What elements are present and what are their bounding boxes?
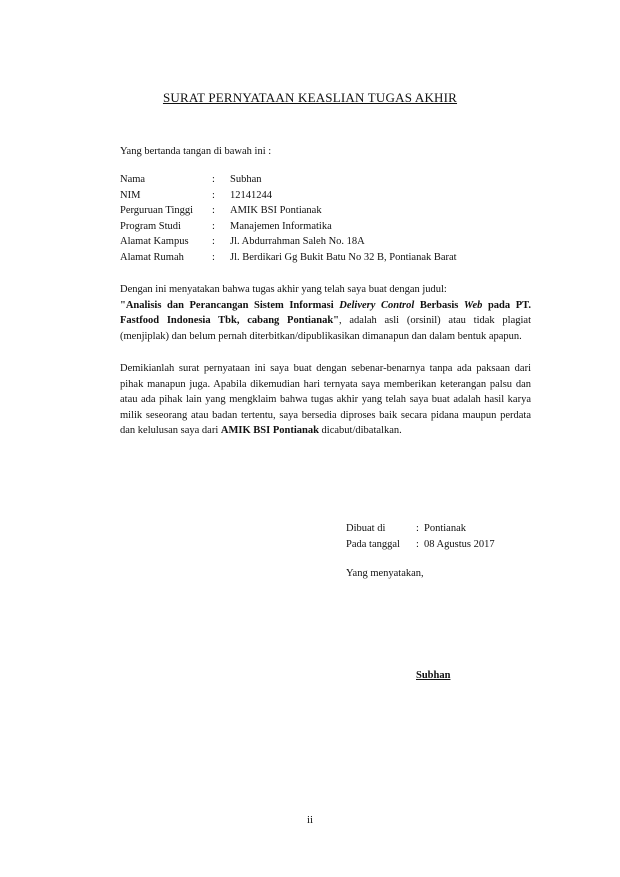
identity-label: Program Studi [120,220,181,232]
identity-colon: : [212,251,215,263]
identity-value: 12141244 [230,189,272,201]
thesis-title-italic: Web [463,299,483,311]
signer-name: Subhan [416,670,451,681]
statement-tail: , adalah asli (orsinil) atau tidak plagiat (menjiplak) dan belum pernah diterbitkan/dipublikasikan dimanapun dan dalam bentuk apapun. [120,315,531,342]
identity-value: Jl. Abdurrahman Saleh No. 18A [230,236,365,247]
intro-text: Yang bertanda tangan di bawah ini : [120,146,272,157]
signature-place-row [346,521,495,537]
declaration-text: Demikianlah surat pernyataan ini saya buat dengan sebenar-benarnya tanpa ada paksaan dari pihak manapun juga. Apabila dikemudian hari ternyata saya memberikan keterangan palsu dan atau ada pihak lain yang mengklaim bahwa tugas akhir yang telah saya buat adalah hasil karya milik seseorang atau badan tertentu, saya bersedia diproses baik secara pidana maupun perdata dan kelulusan saya dari [120,363,531,436]
identity-colon: : [212,220,215,232]
identity-value: AMIK BSI Pontianak [230,205,322,216]
identity-table [120,172,540,265]
identity-label: NIM [120,189,141,201]
thesis-title-part: pada PT. Fastfood Indonesia Tbk, cabang Pontianak" [120,299,531,326]
declaration-text-end: dicabut/dibatalkan. [318,425,402,436]
identity-row-university [120,203,540,219]
identity-row-home-address [120,250,540,266]
thesis-title-italic: Delivery Control [339,299,415,311]
identity-label: Alamat Rumah [120,251,184,263]
date-value: 08 Agustus 2017 [424,539,495,550]
identity-value: Manajemen Informatika [230,220,332,232]
place-colon: : [416,523,419,534]
thesis-title-part: Berbasis [414,299,464,311]
identity-colon: : [212,174,215,185]
declaration-paragraph [120,361,531,439]
identity-row-program [120,219,540,235]
identity-label: Nama [120,174,146,185]
identity-label: Perguruan Tinggi [120,205,194,216]
statement-paragraph [120,282,531,344]
place-label: Dibuat di [346,523,386,534]
identity-row-nim [120,188,540,204]
identity-value: Subhan [230,174,262,185]
signature-date-row [346,537,495,553]
identity-colon: : [212,205,215,216]
place-value: Pontianak [424,523,466,534]
identity-row-campus-address [120,234,540,250]
statement-lead: Dengan ini menyatakan bahwa tugas akhir yang telah saya buat dengan judul: [120,284,447,295]
institution-name: AMIK BSI Pontianak [220,425,319,436]
identity-label: Alamat Kampus [120,236,189,247]
date-colon: : [416,539,419,550]
date-label: Pada tanggal [346,539,400,550]
signature-place-date [346,521,495,553]
identity-value: Jl. Berdikari Gg Bukit Batu No 32 B, Pontianak Barat [230,251,457,263]
identity-colon: : [212,189,215,201]
page-number: ii [306,814,314,826]
closing-text: Yang menyatakan, [346,568,424,579]
identity-colon: : [212,236,215,247]
identity-row-name [120,172,540,188]
document-title: SURAT PERNYATAAN KEASLIAN TUGAS AKHIR [162,90,458,105]
thesis-title-part: "Analisis dan Perancangan Sistem Informasi [120,299,340,311]
